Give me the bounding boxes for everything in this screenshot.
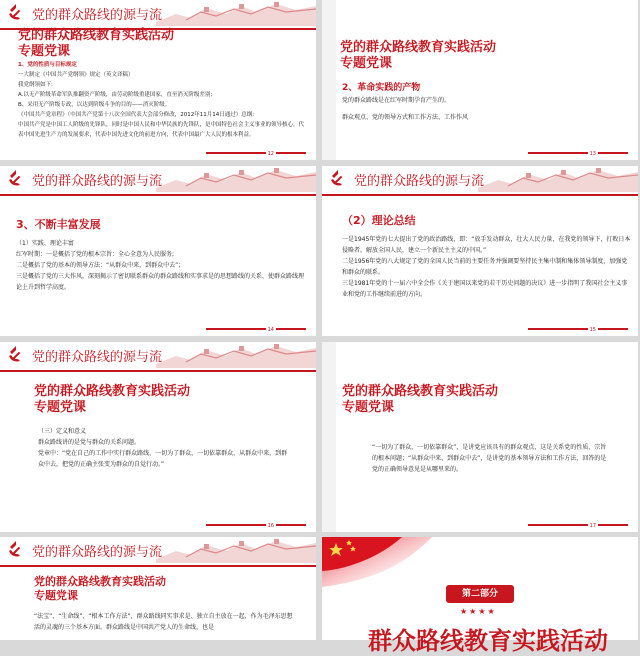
slide-thumbnail-15[interactable] <box>322 166 638 336</box>
slide-thumbnail-14[interactable] <box>0 166 316 336</box>
page-number: 15 <box>589 327 596 333</box>
course-title-line-1: 党的群众路线教育实践活动 <box>340 40 497 55</box>
party-emblem-icon <box>6 2 26 22</box>
party-emblem-icon <box>6 539 26 559</box>
footer-line <box>528 152 628 154</box>
body-line: （三）定义和意义 <box>38 428 87 435</box>
slide-banner <box>322 166 638 196</box>
body-line: 三是1981年党的十一届六中全会作《关于建国以来党的若干历史问题的决议》进一步指明了我国社会主义事业和党的工作继续前进的方向。 <box>342 280 628 298</box>
slide-thumbnail-19[interactable] <box>322 537 638 655</box>
body-line: B、采用无产阶级专政，以达到阶级斗争的目的——消灭阶级。 <box>18 102 171 108</box>
page-number: 14 <box>267 327 274 333</box>
footer-line <box>528 524 628 526</box>
body-line: 二是概括了党的基本的领导方法：“从群众中来，到群众中去”； <box>16 262 185 269</box>
body-line: 中国共产党是中国工人阶级的先锋队，同时是中国人民和中华民族的先锋队，是中国特色社会主义事业的领导核心，代表中国先进生产力的发展要求，代表中国先进文化的前进方向，代表中国最广大人民的根本利益。 <box>18 122 305 138</box>
course-title-line-2: 专题党课 <box>342 400 395 415</box>
body-line: 党的群众路线是在红军时期孕育产生的。 <box>342 97 451 104</box>
slide-title <box>342 384 498 416</box>
course-title-line-1: 党的群众路线教育实践活动 <box>18 28 175 43</box>
page-number: 17 <box>589 523 596 529</box>
subheading: 1、党的性质与目标规定 <box>18 62 77 68</box>
section-heading: （2）理论总结 <box>342 214 416 227</box>
banner-title: 党的群众路线的源与流 <box>32 174 163 189</box>
subheading: 2、革命实践的产物 <box>342 83 421 93</box>
slide-body <box>34 611 294 633</box>
slide-title <box>34 384 190 416</box>
page-number: 16 <box>267 523 274 529</box>
slide-banner <box>0 342 316 372</box>
body-line: 我党纲领如下: <box>18 82 53 88</box>
side-stripe <box>322 0 336 160</box>
great-wall-decoration-icon <box>156 0 316 26</box>
body-line: 二是1956年党的八大规定了党的全国人民当前的主要任务并强调要坚持民主集中制和集体领导制度，加强党和群众的联系。 <box>342 258 628 276</box>
body-line: “法宝”、“生命线”、“根本工作方法”，群众路线同实事求是、独立自主放在一起，作为毛泽东思想活的灵魂的三个基本方面。群众路线是中国共产党人的生命线，也是 <box>34 613 293 631</box>
slide-body <box>16 238 306 293</box>
slide-body <box>38 426 288 470</box>
side-stripe <box>322 342 336 532</box>
body-line: 党章中：“党在自己的工作中实行群众路线，一切为了群众，一切依靠群众，从群众中来，到群众中去，把党的正确主张变为群众的自觉行动。” <box>38 450 288 468</box>
course-title-line-2: 专题党课 <box>18 44 71 59</box>
great-wall-decoration-icon <box>156 166 316 192</box>
slide-thumbnail-12[interactable] <box>0 0 316 160</box>
course-title-line-1: 党的群众路线教育实践活动 <box>342 384 499 399</box>
slide-banner <box>0 0 316 30</box>
page-number: 13 <box>589 151 596 157</box>
banner-title: 党的群众路线的源与流 <box>32 350 163 365</box>
body-line: （1）实践、理论丰富 <box>16 240 74 247</box>
course-title-line-1: 党的群众路线教育实践活动 <box>34 384 191 399</box>
slide-thumbnail-16[interactable] <box>0 342 316 532</box>
body-line: 《中国共产党章程》（中国共产党第十八次全国代表大会部分修改，2012年11月14日通过）总纲: <box>18 112 255 118</box>
slide-title <box>34 575 166 603</box>
slide-banner <box>0 537 316 567</box>
banner-title: 党的群众路线的源与流 <box>32 545 163 560</box>
body-line: “一切为了群众，一切依靠群众”，是讲党应该具有的群众观点，这是关系党的性质、宗旨的根本问题；“从群众中来，到群众中去”，是讲党的基本领导方法和工作方法，回答的是党的正确领导意见是从哪里来的。 <box>372 444 607 473</box>
course-title-line-1: 党的群众路线教育实践活动 <box>34 575 166 588</box>
great-wall-decoration-icon <box>478 166 638 192</box>
great-wall-decoration-icon <box>156 537 316 563</box>
footer-line <box>528 328 628 330</box>
footer-line <box>206 328 306 330</box>
course-title-line-2: 专题党课 <box>34 589 78 602</box>
banner-title: 党的群众路线的源与流 <box>32 8 163 23</box>
star-row-icon: ★★★★ <box>460 607 497 616</box>
body-line: 群众观点、党的领导方式和工作方法、工作作风 <box>342 114 469 121</box>
section-big-title: 群众路线教育实践活动 <box>368 627 608 655</box>
body-line: 一大制定《中国共产党纲领》规定（英文译稿） <box>18 72 134 78</box>
great-wall-decoration-icon <box>156 342 316 368</box>
party-emblem-icon <box>6 168 26 188</box>
course-title-line-2: 专题党课 <box>34 400 87 415</box>
party-emblem-icon <box>328 168 348 188</box>
slide-banner <box>0 166 316 196</box>
body-line: 群众路线讲的是党与群众的关系问题。 <box>38 439 141 446</box>
slide-thumbnail-18[interactable] <box>0 537 316 640</box>
course-title-line-2: 专题党课 <box>340 56 393 71</box>
slide-body <box>372 442 612 475</box>
slide-title <box>18 28 174 60</box>
slide-body <box>342 95 632 123</box>
slide-body <box>18 60 308 140</box>
section-heading: 3、不断丰富发展 <box>16 218 101 231</box>
slide-body <box>342 234 632 300</box>
slide-title <box>340 40 496 72</box>
page-number: 12 <box>267 151 274 157</box>
footer-line <box>206 524 306 526</box>
body-line: A.以无产阶级革命军队推翻资产阶级，由劳动阶级重建国家，直至消灭阶级差别; <box>18 92 213 98</box>
slide-thumbnail-17[interactable] <box>322 342 638 532</box>
body-line: 一是1945年党的七大提出了党的政治路线，即：“放手发动群众，壮大人民力量，在我党的领导下，打败日本侵略者，解放全国人民，建立一个新民主主义的中国。” <box>342 236 631 254</box>
slide-thumbnail-13[interactable] <box>322 0 638 160</box>
section-part-badge: 第二部分 <box>446 585 514 603</box>
banner-title: 党的群众路线的源与流 <box>354 174 485 189</box>
footer-line <box>206 152 306 154</box>
party-emblem-icon <box>6 344 26 364</box>
body-line: 三是概括了党的三大作风，深刻揭示了密切联系群众的群众路线和实事求是的思想路线的关系，使群众路线理论上升到哲学高度。 <box>16 273 305 291</box>
body-line: 红军时期：一是概括了党的根本宗旨：全心全意为人民服务; <box>16 251 175 258</box>
